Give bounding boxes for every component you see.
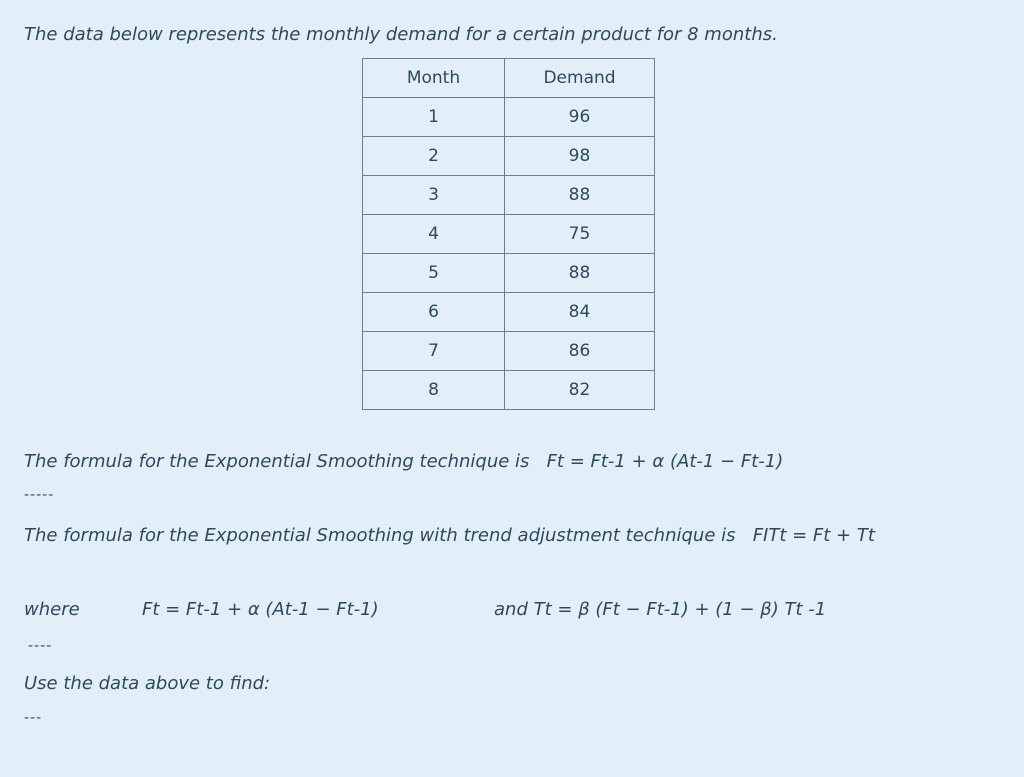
demand-cell: 96 bbox=[505, 98, 655, 137]
exp-smoothing-formula: Ft = Ft-1 + α (At-1 − Ft-1) bbox=[546, 451, 784, 472]
trend-formula: FITt = Ft + Tt bbox=[752, 525, 875, 546]
demand-table bbox=[362, 58, 655, 410]
trend-label: The formula for the Exponential Smoothing with trend adjustment technique is bbox=[24, 525, 736, 546]
demand-cell: 88 bbox=[505, 254, 655, 293]
table-row bbox=[363, 293, 655, 332]
table-row bbox=[363, 371, 655, 410]
demand-cell: 88 bbox=[505, 176, 655, 215]
trend-component-formula: Tt = β (Ft − Ft-1) + (1 − β) Tt -1 bbox=[533, 599, 827, 620]
month-cell: 7 bbox=[363, 332, 505, 371]
where-label: where bbox=[24, 599, 80, 620]
table-header-row bbox=[363, 59, 655, 98]
month-cell: 1 bbox=[363, 98, 505, 137]
column-header-demand: Demand bbox=[505, 59, 655, 98]
demand-cell: 86 bbox=[505, 332, 655, 371]
demand-cell: 82 bbox=[505, 371, 655, 410]
table-row bbox=[363, 176, 655, 215]
use-data-text: Use the data above to find: bbox=[24, 673, 271, 694]
column-header-month: Month bbox=[363, 59, 505, 98]
table-row bbox=[363, 254, 655, 293]
demand-cell: 98 bbox=[505, 137, 655, 176]
month-cell: 5 bbox=[363, 254, 505, 293]
trend-line bbox=[24, 525, 875, 546]
month-cell: 2 bbox=[363, 137, 505, 176]
table-row bbox=[363, 215, 655, 254]
separator-3: --- bbox=[24, 710, 43, 726]
demand-cell: 84 bbox=[505, 293, 655, 332]
table-row bbox=[363, 332, 655, 371]
demand-cell: 75 bbox=[505, 215, 655, 254]
separator-1: ----- bbox=[24, 487, 55, 503]
month-cell: 3 bbox=[363, 176, 505, 215]
and-label: and bbox=[494, 599, 528, 620]
separator-2: ---- bbox=[28, 638, 53, 654]
exp-smoothing-line bbox=[24, 451, 783, 472]
trend-formula-line bbox=[494, 599, 826, 620]
month-cell: 6 bbox=[363, 293, 505, 332]
exp-smoothing-label: The formula for the Exponential Smoothing technique is bbox=[24, 451, 530, 472]
forecast-formula: Ft = Ft-1 + α (At-1 − Ft-1) bbox=[142, 599, 379, 620]
month-cell: 4 bbox=[363, 215, 505, 254]
table-row bbox=[363, 98, 655, 137]
intro-text: The data below represents the monthly demand for a certain product for 8 months. bbox=[24, 24, 778, 45]
table-row bbox=[363, 137, 655, 176]
month-cell: 8 bbox=[363, 371, 505, 410]
